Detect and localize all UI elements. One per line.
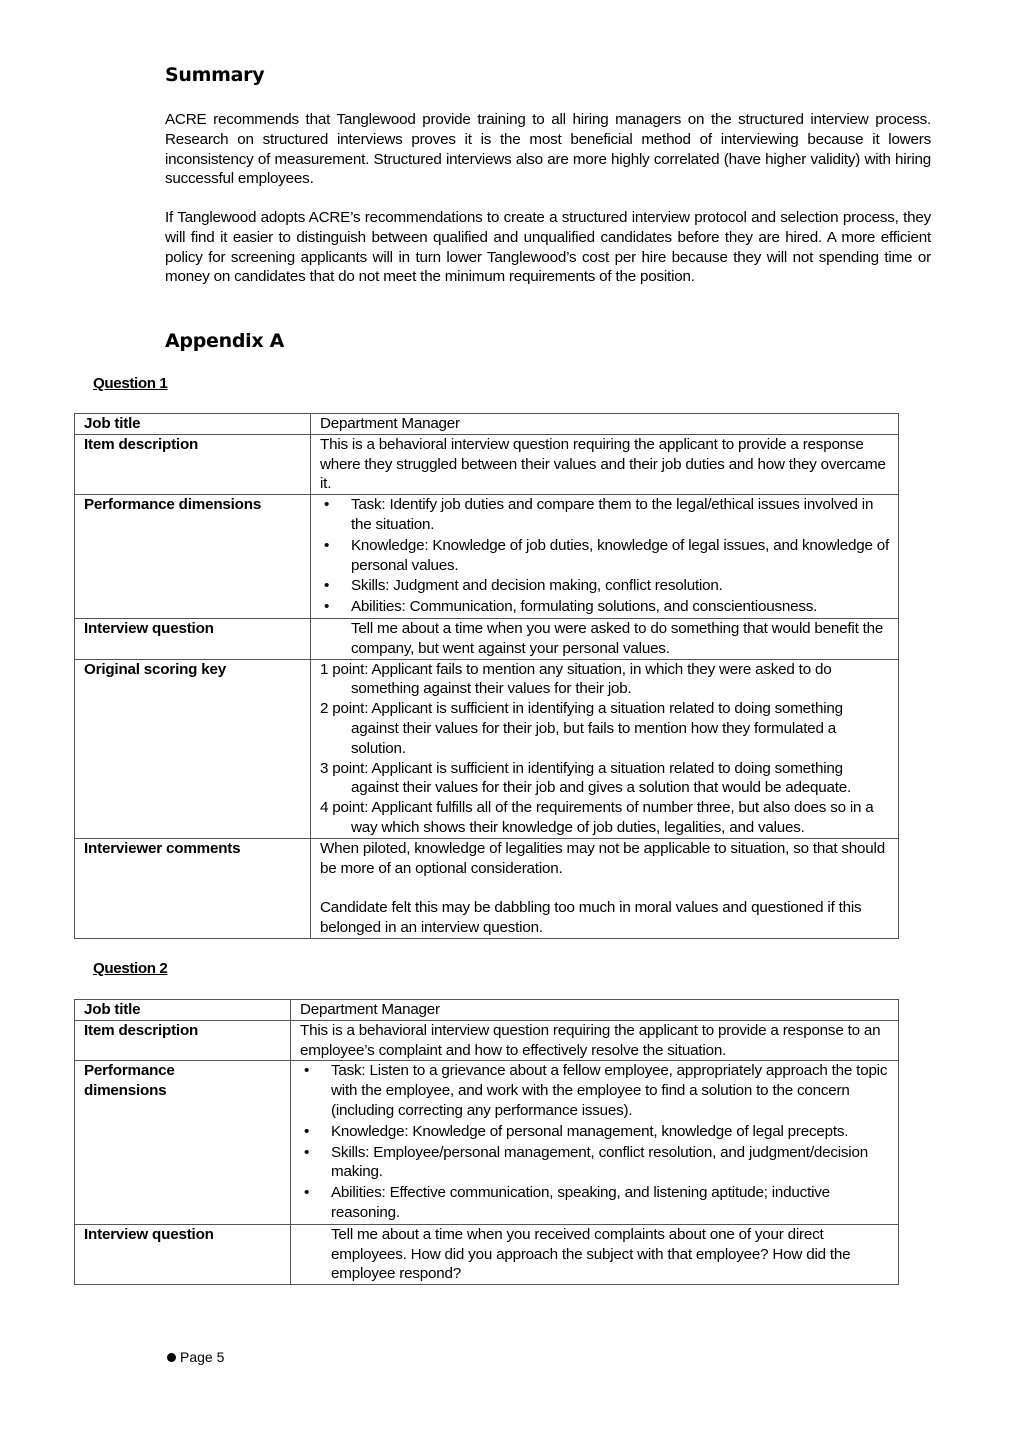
- bullet-icon: •: [304, 1143, 310, 1161]
- table-row: [75, 618, 899, 659]
- bullet-icon: •: [324, 536, 330, 554]
- question-2-label: Question 2: [93, 960, 168, 977]
- bullet-icon: •: [324, 496, 330, 514]
- scoring-key-item: 3 point: Applicant is sufficient in identifying a situation related to doing something against their values for their job and gives a solution that would be adequate.: [320, 759, 852, 797]
- bullet-icon: •: [304, 1184, 310, 1202]
- comment-text: When piloted, knowledge of legalities may not be applicable to situation, so that should be more of an optional consideration.: [320, 839, 885, 877]
- table-row: [75, 495, 899, 619]
- list-item: • Task: Listen to a grievance about a fellow employee, appropriately approach the topic with the employee, and work with the employee to find a solution to the concern (including correcting any performance issues).: [304, 1062, 888, 1119]
- table-row: [75, 838, 899, 938]
- row-label-interviewer-comments: Interviewer comments: [75, 838, 311, 938]
- row-label-item-description: Item description: [75, 1020, 291, 1061]
- performance-dimensions-value: [291, 1061, 899, 1224]
- list-item: • Abilities: Communication, formulating solutions, and conscientiousness.: [324, 598, 818, 616]
- scoring-key-item: 2 point: Applicant is sufficient in identifying a situation related to doing something against their values for their job, but fails to mention how they formulated a solution.: [320, 700, 843, 757]
- performance-dimensions-list: [300, 1061, 890, 1222]
- list-item: • Skills: Employee/personal management, conflict resolution, and judgment/decision making.: [304, 1143, 868, 1181]
- table-row: [75, 1020, 899, 1061]
- job-title-value: Department Manager: [291, 1000, 899, 1021]
- row-label-performance-dimensions: Performance dimensions: [75, 1061, 291, 1224]
- question-1-label: Question 1: [93, 375, 168, 392]
- row-label-job-title: Job title: [75, 1000, 291, 1021]
- table-row: [75, 659, 899, 838]
- item-description-value: This is a behavioral interview question requiring the applicant to provide a response where they struggled between their values and their job duties and how they overcame it.: [311, 434, 899, 494]
- row-label-item-description: Item description: [75, 434, 311, 494]
- summary-paragraph-1: ACRE recommends that Tanglewood provide training to all hiring managers on the structured interview process. Research on structured interviews proves it is the most beneficial method of interviewing because it lowers inconsistency of measurement. Structured interviews also are more highly correlated (have higher validity) with hiring successful employees.: [165, 111, 931, 188]
- bullet-icon: •: [304, 1062, 310, 1080]
- scoring-key-item: 1 point: Applicant fails to mention any situation, in which they were asked to do something against their values for their job.: [320, 660, 832, 698]
- row-label-interview-question: Interview question: [75, 1224, 291, 1284]
- item-description-value: This is a behavioral interview question requiring the applicant to provide a response to an employee’s complaint and how to effectively resolve the situation.: [291, 1020, 899, 1061]
- question-1-table: [74, 413, 899, 939]
- list-item: • Abilities: Effective communication, speaking, and listening aptitude; inductive reasoning.: [304, 1184, 830, 1221]
- list-item: • Knowledge: Knowledge of personal management, knowledge of legal precepts.: [304, 1122, 849, 1140]
- table-row: [75, 1000, 899, 1021]
- page-number: Page 5: [180, 1349, 225, 1365]
- list-item: • Task: Identify job duties and compare them to the legal/ethical issues involved in the situation.: [324, 496, 874, 533]
- list-item: • Knowledge: Knowledge of job duties, knowledge of legal issues, and knowledge of personal values.: [324, 536, 890, 574]
- bullet-icon: •: [304, 1122, 310, 1140]
- bullet-icon: •: [324, 577, 330, 595]
- row-label-scoring-key: Original scoring key: [75, 659, 311, 838]
- table-row: [75, 1224, 899, 1284]
- summary-paragraph-2: If Tanglewood adopts ACRE’s recommendations to create a structured interview protocol and selection process, they will find it easier to distinguish between qualified and unqualified candidates before they are hired. A more efficient policy for screening applicants will in turn lower Tanglewood’s cost per hire because they will not spending time or money on candidates that do not meet the minimum requirements of the position.: [165, 209, 931, 286]
- row-label-interview-question: Interview question: [75, 618, 311, 659]
- scoring-key-item: 4 point: Applicant fulfills all of the requirements of number three, but also does so in a way which shows their knowledge of job duties, legalities, and values.: [320, 799, 874, 836]
- interviewer-comments-value: [311, 838, 899, 938]
- interview-question-value: Tell me about a time when you were asked to do something that would benefit the company, but went against your personal values.: [311, 618, 899, 659]
- job-title-value: Department Manager: [311, 414, 899, 435]
- row-label-performance-dimensions: Performance dimensions: [75, 495, 311, 619]
- table-row: [75, 434, 899, 494]
- summary-heading: Summary: [165, 64, 265, 86]
- bullet-icon: [167, 1353, 176, 1362]
- row-label-job-title: Job title: [75, 414, 311, 435]
- question-2-table: [74, 999, 899, 1285]
- page-footer: [167, 1349, 224, 1365]
- list-item: • Skills: Judgment and decision making, conflict resolution.: [324, 577, 723, 595]
- table-row: [75, 414, 899, 435]
- bullet-icon: •: [324, 598, 330, 616]
- performance-dimensions-list: [320, 495, 890, 617]
- appendix-heading: Appendix A: [165, 330, 285, 352]
- scoring-key-value: [311, 659, 899, 838]
- interview-question-value: Tell me about a time when you received complaints about one of your direct employees. How did you approach the subject with that employee? How did the employee respond?: [291, 1224, 899, 1284]
- comment-text: Candidate felt this may be dabbling too much in moral values and questioned if this belonged in an interview question.: [320, 899, 862, 937]
- table-row: [75, 1061, 899, 1224]
- performance-dimensions-value: [311, 495, 899, 619]
